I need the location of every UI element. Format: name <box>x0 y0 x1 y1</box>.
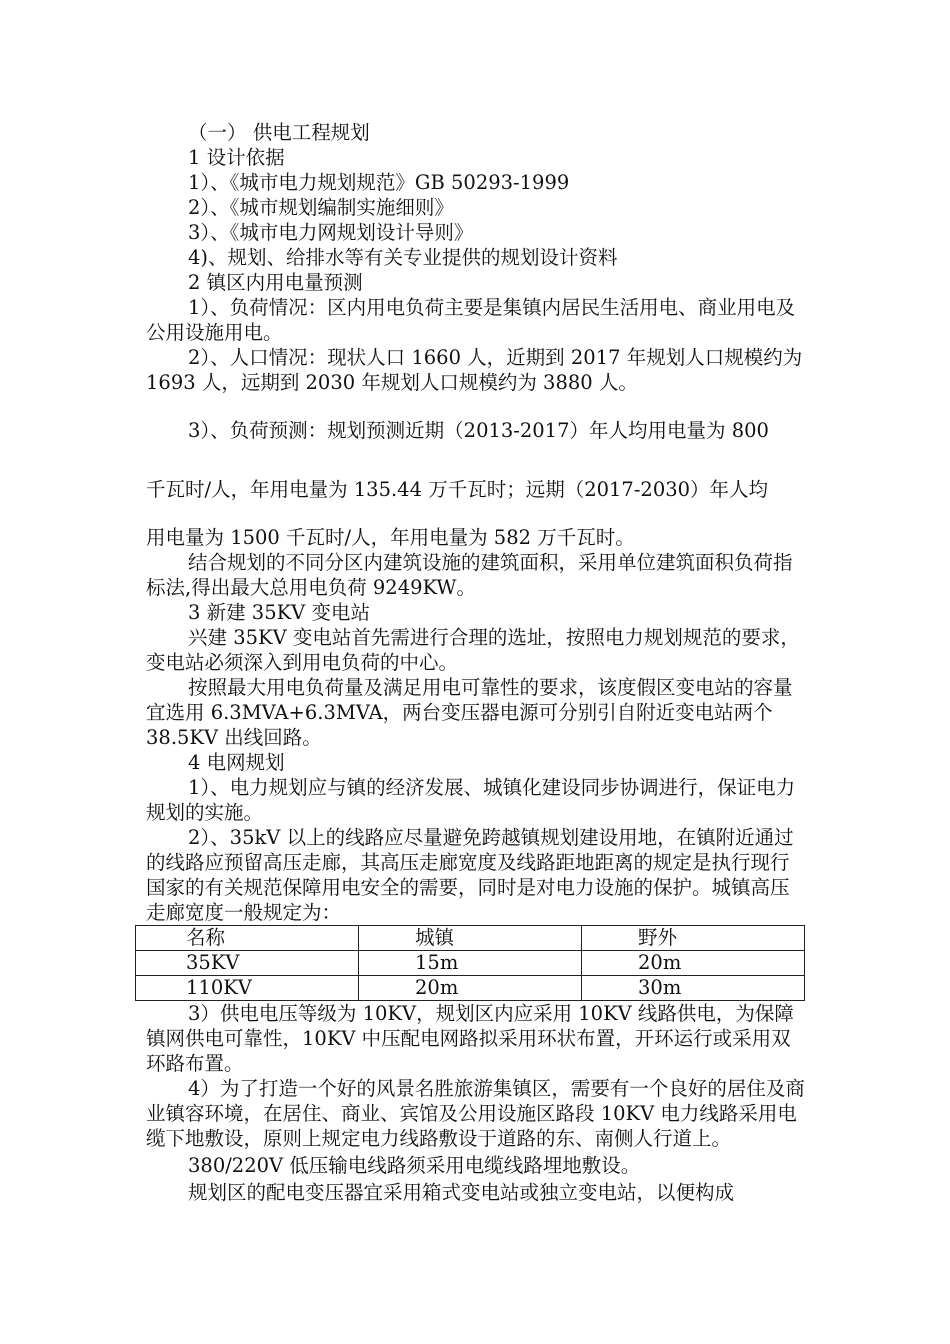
paragraph-grid-1: 1）、电力规划应与镇的经济发展、城镇化建设同步协调进行，保证电力规划的实施。 <box>146 776 796 824</box>
paragraph-load: 1）、负荷情况：区内用电负荷主要是集镇内居民生活用电、商业用电及公用设施用电。 <box>146 296 796 344</box>
section-2-title: 2 镇区内用电量预测 <box>188 271 363 294</box>
table-header-cell: 城镇 <box>359 926 582 951</box>
paragraph-grid-2: 2）、35kV 以上的线路应尽量避免跨越镇规划建设用地，在镇附近通过的线路应预留高压走廊，其高压走廊宽度及线路距地距离的规定是执行现行国家的有关规范保障用电安全的需要，同时是对电力设施的保护。城镇高压走廊宽度一般规定为： <box>146 826 794 924</box>
paragraph-forecast-line3: 用电量为 1500 千瓦时/人，年用电量为 582 万千瓦时。 <box>146 526 635 549</box>
corridor-width-table <box>135 925 805 1001</box>
table-row <box>136 951 805 976</box>
table-cell: 35KV <box>136 951 359 976</box>
paragraph-substation-capacity: 按照最大用电负荷量及满足用电可靠性的要求，该度假区变电站的容量宜选用 6.3MVA+6.3MVA，两台变压器电源可分别引自附近变电站两个 38.5KV 出线回路。 <box>146 676 793 749</box>
paragraph-grid-3: 3）供电电压等级为 10KV，规划区内应采用 10KV 线路供电，为保障镇网供电可靠性，10KV 中压配电网路拟采用环状布置，开环运行或采用双环路布置。 <box>146 1002 794 1075</box>
document-page <box>146 120 806 1205</box>
paragraph-substation-site: 兴建 35KV 变电站首先需进行合理的选址，按照电力规划规范的要求，变电站必须深入到用电负荷的中心。 <box>146 626 800 674</box>
table-row <box>136 976 805 1001</box>
paragraph-grid-4: 4）为了打造一个好的风景名胜旅游集镇区，需要有一个良好的居住及商业镇容环境，在居住、商业、宾馆及公用设施区路段 10KV 电力线路采用电缆下地敷设，原则上规定电力线路敷设于道路的东、南侧人行道上。 <box>146 1077 805 1150</box>
table-cell: 20m <box>582 951 805 976</box>
paragraph-population: 2）、人口情况：现状人口 1660 人，近期到 2017 年规划人口规模约为 1693 人，远期到 2030 年规划人口规模约为 3880 人。 <box>146 346 803 394</box>
paragraph-max-load: 结合规划的不同分区内建筑设施的建筑面积，采用单位建筑面积负荷指标法,得出最大总用电负荷 9249KW。 <box>146 551 793 599</box>
table-cell: 20m <box>359 976 582 1001</box>
section-3-title: 3 新建 35KV 变电站 <box>188 601 370 624</box>
section-4-title: 4 电网规划 <box>188 751 285 774</box>
table-header-cell: 名称 <box>136 926 359 951</box>
paragraph-forecast-line2: 千瓦时/人，年用电量为 135.44 万千瓦时；远期（2017-2030）年人均 <box>146 478 769 501</box>
reference-item: 2）、《城市规划编制实施细则》 <box>188 196 454 219</box>
table-cell: 30m <box>582 976 805 1001</box>
reference-item: 3）、《城市电力网规划设计导则》 <box>188 221 474 244</box>
table-header-row <box>136 926 805 951</box>
table-header-cell: 野外 <box>582 926 805 951</box>
paragraph-transformer: 规划区的配电变压器宜采用箱式变电站或独立变电站，以便构成 <box>188 1181 735 1204</box>
reference-item: 4)、规划、给排水等有关专业提供的规划设计资料 <box>188 246 618 269</box>
section-1-title: 1 设计依据 <box>188 146 285 169</box>
paragraph-low-voltage: 380/220V 低压输电线路须采用电缆线路埋地敷设。 <box>188 1154 641 1177</box>
section-heading: （一） 供电工程规划 <box>188 121 370 144</box>
paragraph-forecast-line1: 3）、负荷预测：规划预测近期（2013-2017）年人均用电量为 800 <box>188 419 769 442</box>
reference-item: 1）、《城市电力规划规范》GB 50293-1999 <box>188 171 570 194</box>
table-cell: 110KV <box>136 976 359 1001</box>
table-cell: 15m <box>359 951 582 976</box>
